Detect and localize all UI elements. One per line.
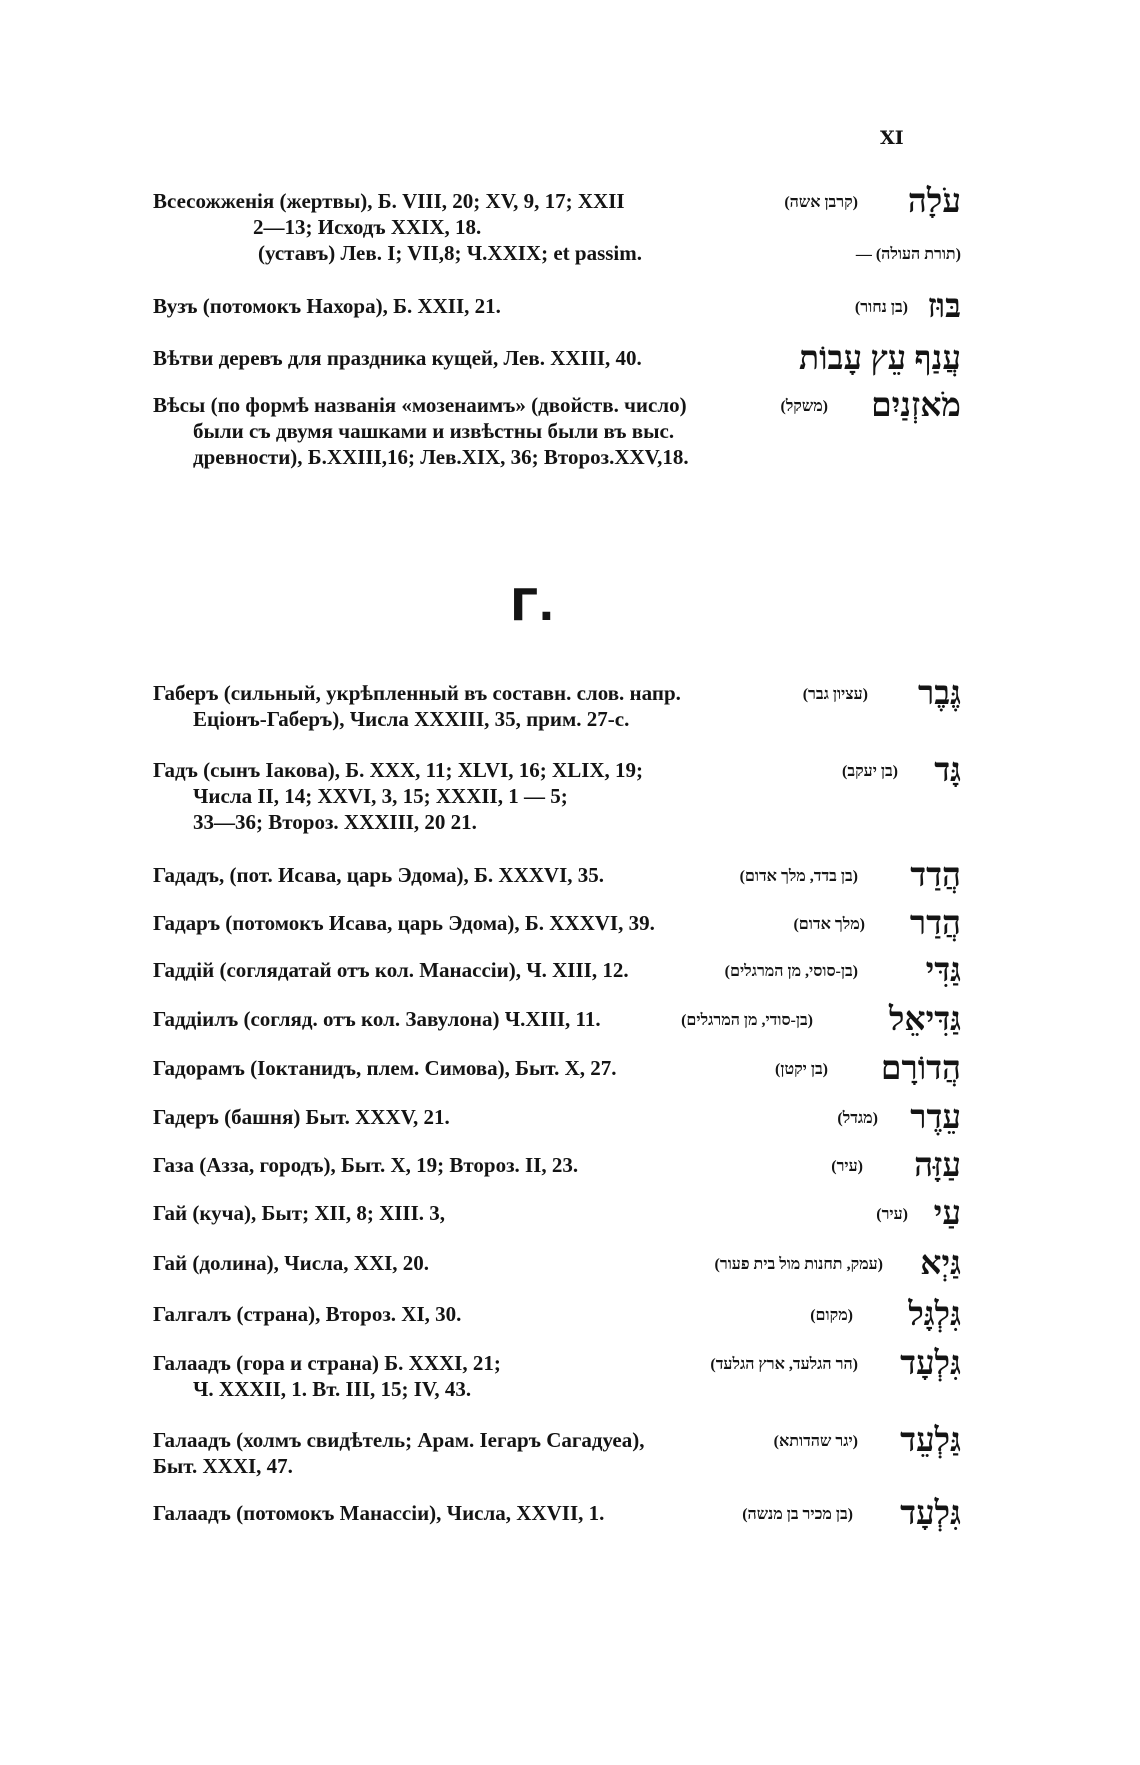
hebrew-note: (מקום) bbox=[810, 1307, 853, 1324]
entry-line: Гаддіилъ (согляд. отъ кол. Завулона) Ч.XIII, 11. bbox=[153, 1007, 601, 1031]
entry-line: древности), Б.XXIII,16; Лев.XIX, 36; Второз.XXV,18. bbox=[193, 445, 689, 469]
hebrew-note: (בן יקטן) bbox=[775, 1061, 828, 1078]
page-number: XI bbox=[880, 127, 904, 149]
hebrew-note: (עמק, תחנות מול בית פעור) bbox=[714, 1256, 883, 1273]
hebrew-headword: הֲדוֹרָם bbox=[880, 1051, 961, 1087]
entry-line: были съ двумя чашками и извѣстны были въ выс. bbox=[193, 419, 675, 443]
hebrew-headword: גִּלְעָד bbox=[900, 1496, 961, 1532]
hebrew-note: (קרבן אשה) bbox=[784, 194, 858, 211]
hebrew-note: (בן נחור) bbox=[854, 299, 908, 316]
hebrew-headword: עֲנַף עֵץ עָבוֹת bbox=[798, 341, 961, 377]
hebrew-headword: הֲדַר bbox=[909, 906, 961, 942]
entry-gaddiel bbox=[153, 1002, 961, 1038]
entry-eder bbox=[153, 1100, 961, 1136]
entry-moznaim bbox=[153, 388, 961, 470]
hebrew-note: (עיר) bbox=[831, 1158, 863, 1175]
entry-line: Гаддій (соглядатай отъ кол. Манассіи), Ч. XIII, 12. bbox=[153, 958, 629, 982]
entry-line: Гай (куча), Быт; XII, 8; XIII. 3, bbox=[153, 1201, 446, 1225]
section-heading: Г. bbox=[510, 580, 555, 631]
entry-gilgal bbox=[153, 1297, 961, 1333]
hebrew-headword: גַּדִּיאֵל bbox=[888, 1002, 961, 1038]
hebrew-headword: עֹלָה bbox=[907, 184, 961, 220]
hebrew-note: (בן-סודי, מן המרגלים) bbox=[681, 1012, 813, 1029]
entry-line: Газа (Азза, городъ), Быт. X, 19; Второз. II, 23. bbox=[153, 1153, 579, 1177]
hebrew-headword: הֲדַד bbox=[910, 858, 961, 894]
entry-hadoram bbox=[153, 1051, 961, 1087]
entry-line: Габеръ (сильный, укрѣпленный въ составн. слов. напр. bbox=[153, 681, 681, 705]
entry-line: Галаадъ (потомокъ Манассіи), Числа, XXVII, 1. bbox=[153, 1501, 605, 1525]
hebrew-headword: מֹאזְנַיִם bbox=[871, 388, 961, 424]
entry-line: Гадорамъ (Іоктанидъ, плем. Симова), Быт. X, 27. bbox=[153, 1056, 617, 1080]
entry-galed bbox=[153, 1423, 961, 1479]
entry-line: Ч. XXXII, 1. Вт. III, 15; IV, 43. bbox=[193, 1377, 472, 1401]
entry-buz bbox=[153, 289, 961, 325]
entry-line: 33—36; Второз. XXXIII, 20 21. bbox=[193, 810, 477, 834]
hebrew-headword: גִּלְגָּל bbox=[908, 1297, 961, 1333]
hebrew-note: (מלך אדום) bbox=[793, 916, 865, 933]
entry-line: Вѣтви деревъ для праздника кущей, Лев. XXIII, 40. bbox=[153, 346, 642, 370]
hebrew-headword: בּוּז bbox=[927, 289, 961, 325]
entry-gilead-person bbox=[153, 1496, 961, 1532]
hebrew-note: (יגר שהדותא) bbox=[773, 1433, 858, 1450]
hebrew-note: (משקל) bbox=[780, 398, 828, 415]
hebrew-headword: גֶּבֶר bbox=[917, 676, 961, 712]
hebrew-note: (תורת העולה) — bbox=[855, 246, 961, 263]
entry-gaddi bbox=[153, 953, 961, 989]
hebrew-headword: גַּדִּי bbox=[925, 953, 961, 989]
entry-line: Галгалъ (страна), Второз. XI, 30. bbox=[153, 1302, 462, 1326]
entry-line: Галаадъ (холмъ свидѣтель; Арам. Іегаръ Сагадуеа), bbox=[153, 1428, 645, 1452]
entry-line: Гададъ, (пот. Исава, царь Эдома), Б. XXXVI, 35. bbox=[153, 863, 605, 887]
entry-line: Гадъ (сынъ Іакова), Б. XXX, 11; XLVI, 16; XLIX, 19; bbox=[153, 758, 644, 782]
hebrew-headword: גִּלְעָד bbox=[900, 1346, 961, 1382]
entry-line: Галаадъ (гора и страна) Б. XXXI, 21; bbox=[153, 1351, 501, 1375]
entry-line: Всесожженія (жертвы), Б. VIII, 20; XV, 9, 17; XXII bbox=[153, 189, 625, 213]
entry-gilead-mountain bbox=[153, 1346, 961, 1402]
entry-azzah bbox=[153, 1148, 961, 1184]
hebrew-note: (בן-סוסי, מן המרגלים) bbox=[724, 963, 858, 980]
entry-line: Гай (долина), Числа, XXI, 20. bbox=[153, 1251, 430, 1275]
hebrew-note: (בן יעקב) bbox=[842, 763, 898, 780]
entry-line: Еціонъ-Габеръ), Числа XXXIII, 35, прим. 27-с. bbox=[193, 707, 630, 731]
entry-line: 2—13; Исходъ XXIX, 18. bbox=[253, 215, 482, 239]
entry-line: (уставъ) Лев. I; VII,8; Ч.XXIX; et passim. bbox=[258, 241, 642, 265]
hebrew-note: (בן בדד, מלך אדום) bbox=[739, 868, 858, 885]
entry-gad bbox=[153, 753, 961, 835]
entry-line: Вѣсы (по формѣ названія «мозенаимъ» (двойств. число) bbox=[153, 393, 687, 417]
hebrew-note: (עיר) bbox=[876, 1206, 908, 1223]
entry-line: Гадаръ (потомокъ Исава, царь Эдома), Б. XXXVI, 39. bbox=[153, 911, 655, 935]
entry-hadar bbox=[153, 906, 961, 942]
hebrew-headword: עַזָּה bbox=[914, 1148, 961, 1184]
entry-gever bbox=[153, 676, 961, 732]
entry-line: Гадеръ (башня) Быт. XXXV, 21. bbox=[153, 1105, 450, 1129]
hebrew-note: (עציון גבר) bbox=[802, 686, 868, 703]
entry-anaf bbox=[153, 341, 961, 377]
entry-line: Вузъ (потомокъ Нахора), Б. XXII, 21. bbox=[153, 294, 501, 318]
hebrew-note: (מגדל) bbox=[837, 1110, 878, 1127]
entry-gai bbox=[153, 1246, 961, 1282]
hebrew-headword: גָּד bbox=[934, 753, 961, 789]
entry-line: Числа II, 14; XXVI, 3, 15; XXXII, 1 — 5; bbox=[193, 784, 568, 808]
entry-olah bbox=[153, 184, 961, 266]
hebrew-note: (בן מכיר בן מנשה) bbox=[742, 1506, 853, 1523]
hebrew-headword: עֵדֶר bbox=[910, 1100, 961, 1136]
hebrew-headword: גַּלְעֵד bbox=[900, 1423, 961, 1459]
hebrew-note: (הר הגלעד, ארץ הגלעד) bbox=[710, 1356, 858, 1373]
hebrew-headword: גַּיְא bbox=[920, 1246, 961, 1282]
entry-line: Быт. XXXI, 47. bbox=[153, 1454, 293, 1478]
entry-ai bbox=[153, 1196, 961, 1232]
hebrew-headword: עַי bbox=[933, 1196, 961, 1232]
entry-hadad bbox=[153, 858, 961, 894]
